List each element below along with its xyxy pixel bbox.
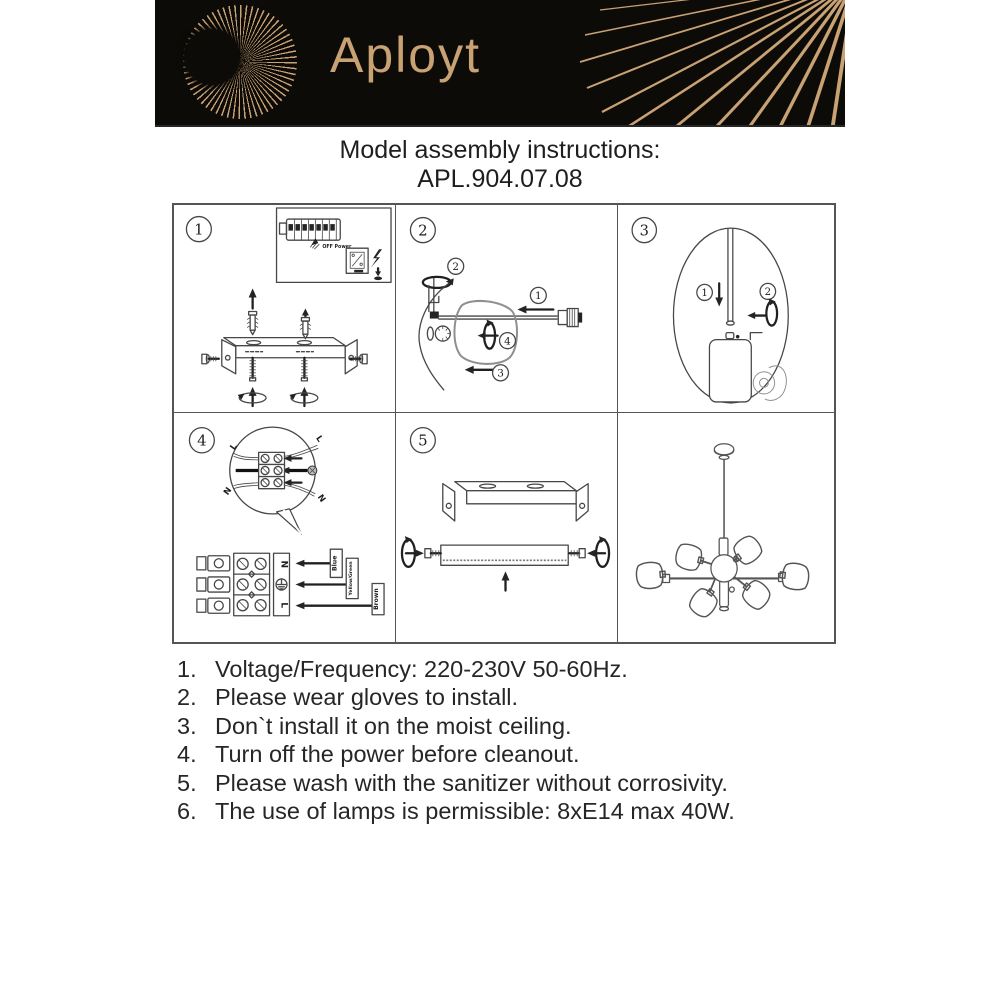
slide-arrow-3 <box>465 366 493 374</box>
wire-label-yellow-green: Yellow/Green <box>349 561 355 596</box>
header-banner <box>155 0 845 127</box>
wall-anchor-left <box>247 288 258 334</box>
terminal-label-l: L <box>278 602 289 609</box>
screw-right <box>289 358 317 406</box>
instruction-item <box>177 740 857 768</box>
step-number: 1 <box>701 286 708 300</box>
wire-label-brown: Brown <box>373 588 381 610</box>
step-number: 1 <box>535 290 542 303</box>
bubble-label-n-right: N <box>314 492 328 505</box>
canopy-mounting-diagram <box>396 413 617 642</box>
rod-insertion-diagram <box>618 205 834 412</box>
clamp <box>430 312 439 319</box>
insert-arrow-1 <box>517 305 553 313</box>
wire-labels <box>295 549 384 615</box>
lamp-socket <box>427 326 450 341</box>
panel-6 <box>618 413 834 642</box>
wiring-detail-bubble <box>222 427 327 534</box>
arm-rod <box>439 309 582 327</box>
instruction-item <box>177 683 857 711</box>
instruction-number: 1. <box>177 656 197 682</box>
screw-left <box>238 358 266 406</box>
panel-3 <box>618 205 834 413</box>
arm-attachment-diagram <box>396 205 617 412</box>
instruction-number: 3. <box>177 712 197 739</box>
terminal-label-n: N <box>278 560 289 569</box>
mounting-bracket <box>443 482 588 521</box>
wall-anchor-right <box>300 309 311 339</box>
panel-number: 4 <box>197 431 207 450</box>
panel-5 <box>396 413 618 642</box>
hanging-rod <box>726 229 734 325</box>
background-parts <box>753 366 786 401</box>
shade-lower-left <box>686 583 721 621</box>
instruction-text: Don`t install it on the moist ceiling. <box>215 712 572 739</box>
step-number: 2 <box>764 285 772 299</box>
mounting-bracket <box>222 338 357 374</box>
shade-far-right <box>779 562 810 591</box>
instruction-item <box>177 769 857 797</box>
shade-far-left <box>635 561 666 590</box>
rotate-arrow-shade <box>478 320 498 349</box>
terminal-strip <box>197 553 290 616</box>
bubble-label-n-left: N <box>222 485 235 498</box>
instruction-number: 5. <box>177 769 197 796</box>
assembly-steps-grid <box>172 203 836 644</box>
canopy-plate <box>441 545 568 565</box>
instruction-item <box>177 797 857 825</box>
instruction-text: Voltage/Frequency: 220-230V 50-60Hz. <box>215 656 628 682</box>
power-off-inset <box>277 208 391 282</box>
step-number: 4 <box>504 335 511 348</box>
instruction-text: Please wash with the sanitizer without corrosivity. <box>215 769 728 796</box>
title-block <box>0 136 1000 194</box>
earth-symbol-icon <box>276 579 287 590</box>
step-number: 3 <box>497 367 504 380</box>
chandelier-diagram <box>618 413 834 642</box>
panel-number: 2 <box>418 221 428 240</box>
wiring-diagram <box>174 413 395 642</box>
instruction-text: The use of lamps is permissible: 8xE14 max 40W. <box>215 798 735 825</box>
brand-wordmark: Aployt <box>330 27 481 83</box>
power-off-label: OFF Power <box>322 245 352 251</box>
panel-4 <box>174 413 396 642</box>
panel-number: 1 <box>194 220 204 239</box>
shade-lower-right <box>737 575 773 612</box>
side-screw-left <box>202 354 219 364</box>
bubble-label-l-right: L <box>313 433 325 445</box>
step-number: 2 <box>452 260 460 274</box>
instruction-text: Turn off the power before cleanout. <box>215 741 580 768</box>
shade-upper-left <box>674 542 706 573</box>
socket-body <box>709 333 762 402</box>
instruction-text: Please wear gloves to install. <box>215 684 519 711</box>
down-arrow <box>715 283 723 306</box>
instruction-list <box>177 655 857 825</box>
page-title: Model assembly instructions: <box>339 136 661 164</box>
bracket-mounting-diagram <box>174 205 395 412</box>
instruction-item <box>177 712 857 740</box>
instruction-item <box>177 655 857 683</box>
wire-label-blue: Blue <box>331 555 339 572</box>
up-arrow <box>502 571 510 590</box>
turn-screw-right <box>569 536 609 567</box>
panel-number: 3 <box>639 222 649 240</box>
instruction-number: 6. <box>177 798 197 825</box>
instruction-number: 2. <box>177 684 197 711</box>
rotate-arrow <box>747 298 777 325</box>
bubble-label-l-left: L <box>228 442 240 453</box>
instruction-number: 4. <box>177 741 197 768</box>
panel-1 <box>174 205 396 413</box>
panel-2 <box>396 205 618 413</box>
model-number: APL.904.07.08 <box>417 165 583 193</box>
turn-screw-left <box>402 536 441 567</box>
corner-rays-icon <box>155 0 845 125</box>
panel-number: 5 <box>418 431 428 450</box>
